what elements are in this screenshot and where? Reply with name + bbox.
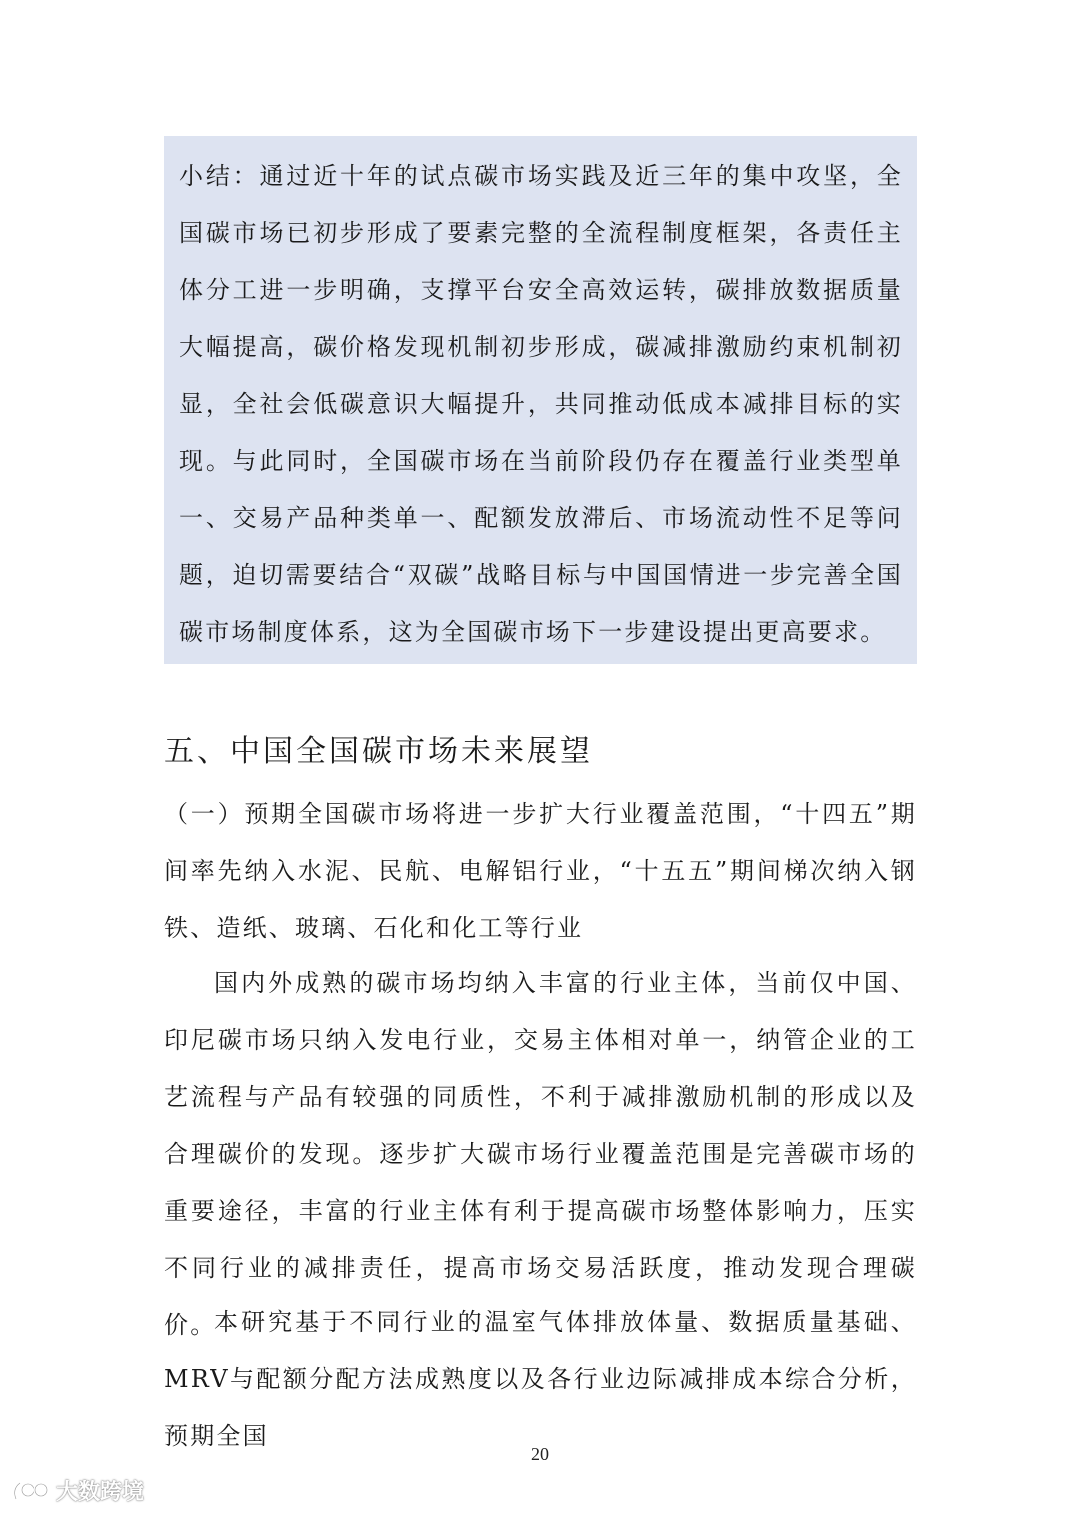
watermark-text: 大数跨境 [56, 1479, 145, 1505]
watermark [10, 1470, 144, 1510]
summary-text: 小结：通过近十年的试点碳市场实践及近三年的集中攻坚，全国碳市场已初步形成了要素完整的全流程制度框架，各责任主体分工进一步明确，支撑平台安全高效运转，碳排放数据质量大幅提高，碳价格发现机制初步形成，碳减排激励约束机制初显，全社会低碳意识大幅提升，共同推动低成本减排目标的实现。与此同时，全国碳市场在当前阶段仍存在覆盖行业类型单一、交易产品种类单一、配额发放滞后、市场流动性不足等问题，迫切需要结合“双碳”战略目标与中国国情进一步完善全国碳市场制度体系，这为全国碳市场下一步建设提出更高要求。 [179, 162, 903, 646]
body-paragraph: 本研究基于不同行业的温室气体排放体量、数据质量基础、MRV与配额分配方法成熟度以及各行业边际减排成本综合分析，预期全国 [164, 1308, 917, 1450]
page-number: 20 [531, 1444, 549, 1464]
section-heading: 五、中国全国碳市场未来展望 [164, 734, 593, 769]
subsection-heading: （一）预期全国碳市场将进一步扩大行业覆盖范围，“十四五”期间率先纳入水泥、民航、电解铝行业，“十五五”期间梯次纳入钢铁、造纸、玻璃、石化和化工等行业 [164, 800, 917, 942]
watermark-logo-icon [10, 1475, 50, 1505]
body-paragraph: 国内外成熟的碳市场均纳入丰富的行业主体，当前仅中国、印尼碳市场只纳入发电行业，交易主体相对单一，纳管企业的工艺流程与产品有较强的同质性，不利于减排激励机制的形成以及合理碳价的发现。逐步扩大碳市场行业覆盖范围是完善碳市场的重要途径，丰富的行业主体有利于提高碳市场整体影响力，压实不同行业的减排责任，提高市场交易活跃度，推动发现合理碳价。 [164, 969, 917, 1339]
summary-box [164, 136, 917, 664]
